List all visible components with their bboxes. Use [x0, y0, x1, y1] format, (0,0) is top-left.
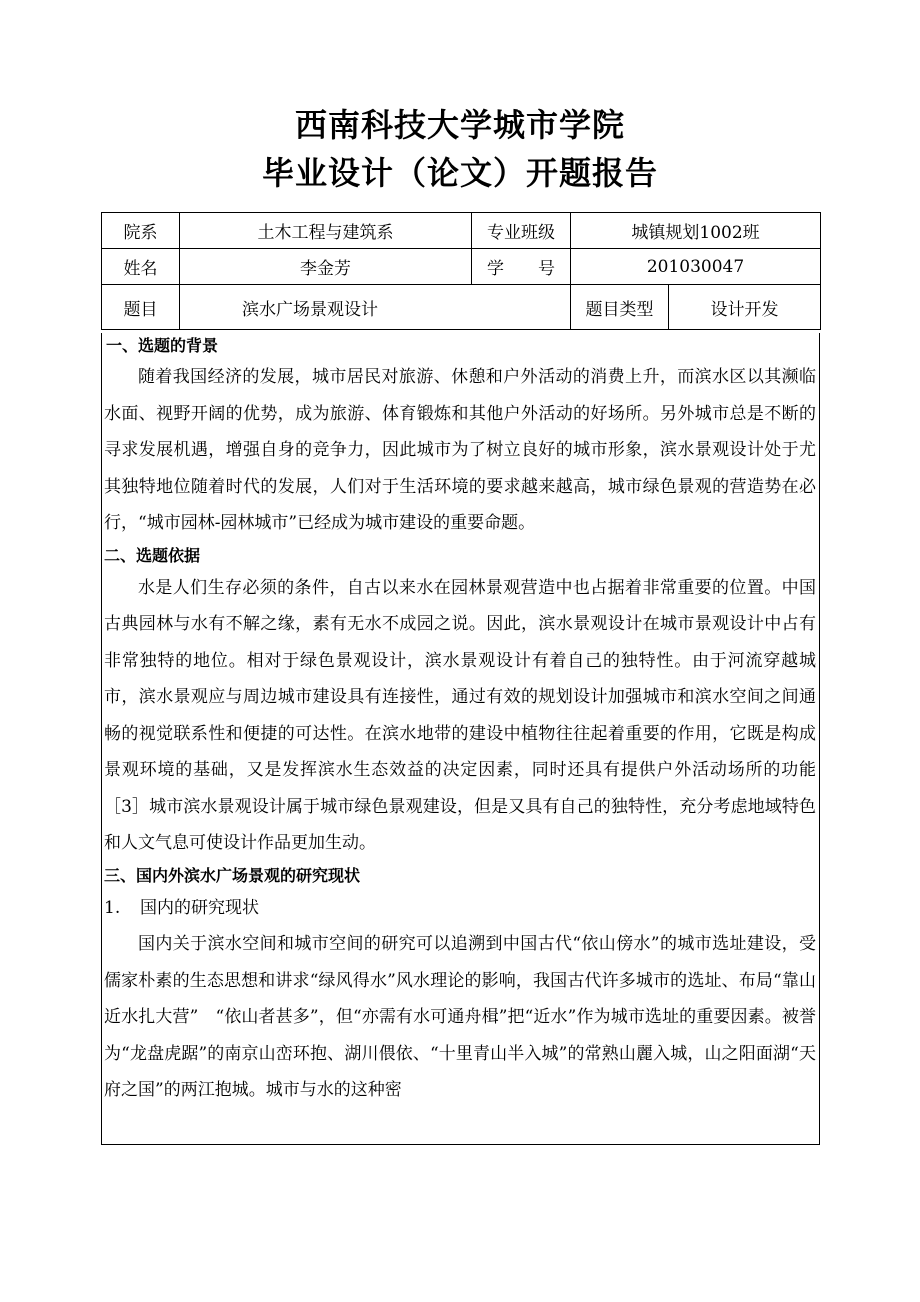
topic-label: 题目	[102, 285, 180, 330]
name-value: 李金芳	[180, 249, 472, 285]
report-body	[104, 333, 816, 1109]
subsection-title: 国内的研究现状	[140, 897, 259, 918]
class-value: 城镇规划1002班	[571, 213, 821, 249]
section-text-basis: 水是人们生存必须的条件，自古以来水在园林景观营造中也占据着非常重要的位置。中国古典园林与水有不解之缘，素有无水不成园之说。因此，滨水景观设计在城市景观设计中占有非常独特的地位。相对于绿色景观设计，滨水景观设计有着自己的独特性。由于河流穿越城市，滨水景观应与周边城市建设具有连接性，通过有效的规划设计加强城市和滨水空间之间通畅的视觉联系性和便捷的可达性。在滨水地带的建设中植物往往起着重要的作用，它既是构成景观环境的基础，又是发挥滨水生态效益的决定因素，同时还具有提供户外活动场所的功能［3］城市滨水景观设计属于城市绿色景观建设，但是又具有自己的独特性，充分考虑地域特色和人文气息可使设计作品更加生动。	[104, 577, 816, 853]
subsection-domestic	[104, 890, 816, 927]
section-heading-basis: 二、选题依据	[104, 545, 201, 565]
subsection-number: 1.	[104, 897, 121, 918]
topic-type-label: 题目类型	[571, 285, 669, 330]
class-label: 专业班级	[472, 213, 571, 249]
section-heading-background: 一、选题的背景	[106, 336, 219, 355]
topic-type-value: 设计开发	[669, 285, 821, 330]
report-title-type: 毕业设计（论文）开题报告	[261, 154, 658, 192]
dept-value: 土木工程与建筑系	[180, 213, 472, 249]
topic-value: 滨水广场景观设计	[180, 285, 571, 330]
section-text-background: 随着我国经济的发展，城市居民对旅游、休憩和户外活动的消费上升，而滨水区以其濒临水面、视野开阔的优势，成为旅游、体育锻炼和其他户外活动的好场所。另外城市总是不断的寻求发展机遇，增强自身的竞争力，因此城市为了树立良好的城市形象，滨水景观设计处于尤其独特地位随着时代的发展，人们对于生活环境的要求越来越高，城市绿色景观的营造势在必行，“城市园林-园林城市”已经成为城市建设的重要命题。	[104, 367, 816, 533]
student-id-label: 学 号	[472, 249, 571, 285]
dept-label: 院系	[102, 213, 180, 249]
report-title-school: 西南科技大学城市学院	[294, 106, 625, 144]
student-id-value: 201030047	[571, 249, 821, 285]
section-text-domestic: 国内关于滨水空间和城市空间的研究可以追溯到中国古代“依山傍水”的城市选址建设，受儒家朴素的生态思想和讲求“绿风得水”风水理论的影响，我国古代许多城市的选址、布局“靠山近水扎大营” “依山者甚多”，但“亦需有水可通舟楫”把“近水”作为城市选址的重要因素。被誉为“龙盘虎踞”的南京山峦环抱、湖川偎依、“十里青山半入城”的常熟山麗入城，山之阳面湖“天府之国”的两江抱城。城市与水的这种密	[104, 934, 816, 1100]
section-heading-research-status: 三、国内外滨水广场景观的研究现状	[104, 865, 361, 885]
info-table	[101, 212, 821, 330]
name-label: 姓名	[102, 249, 180, 285]
